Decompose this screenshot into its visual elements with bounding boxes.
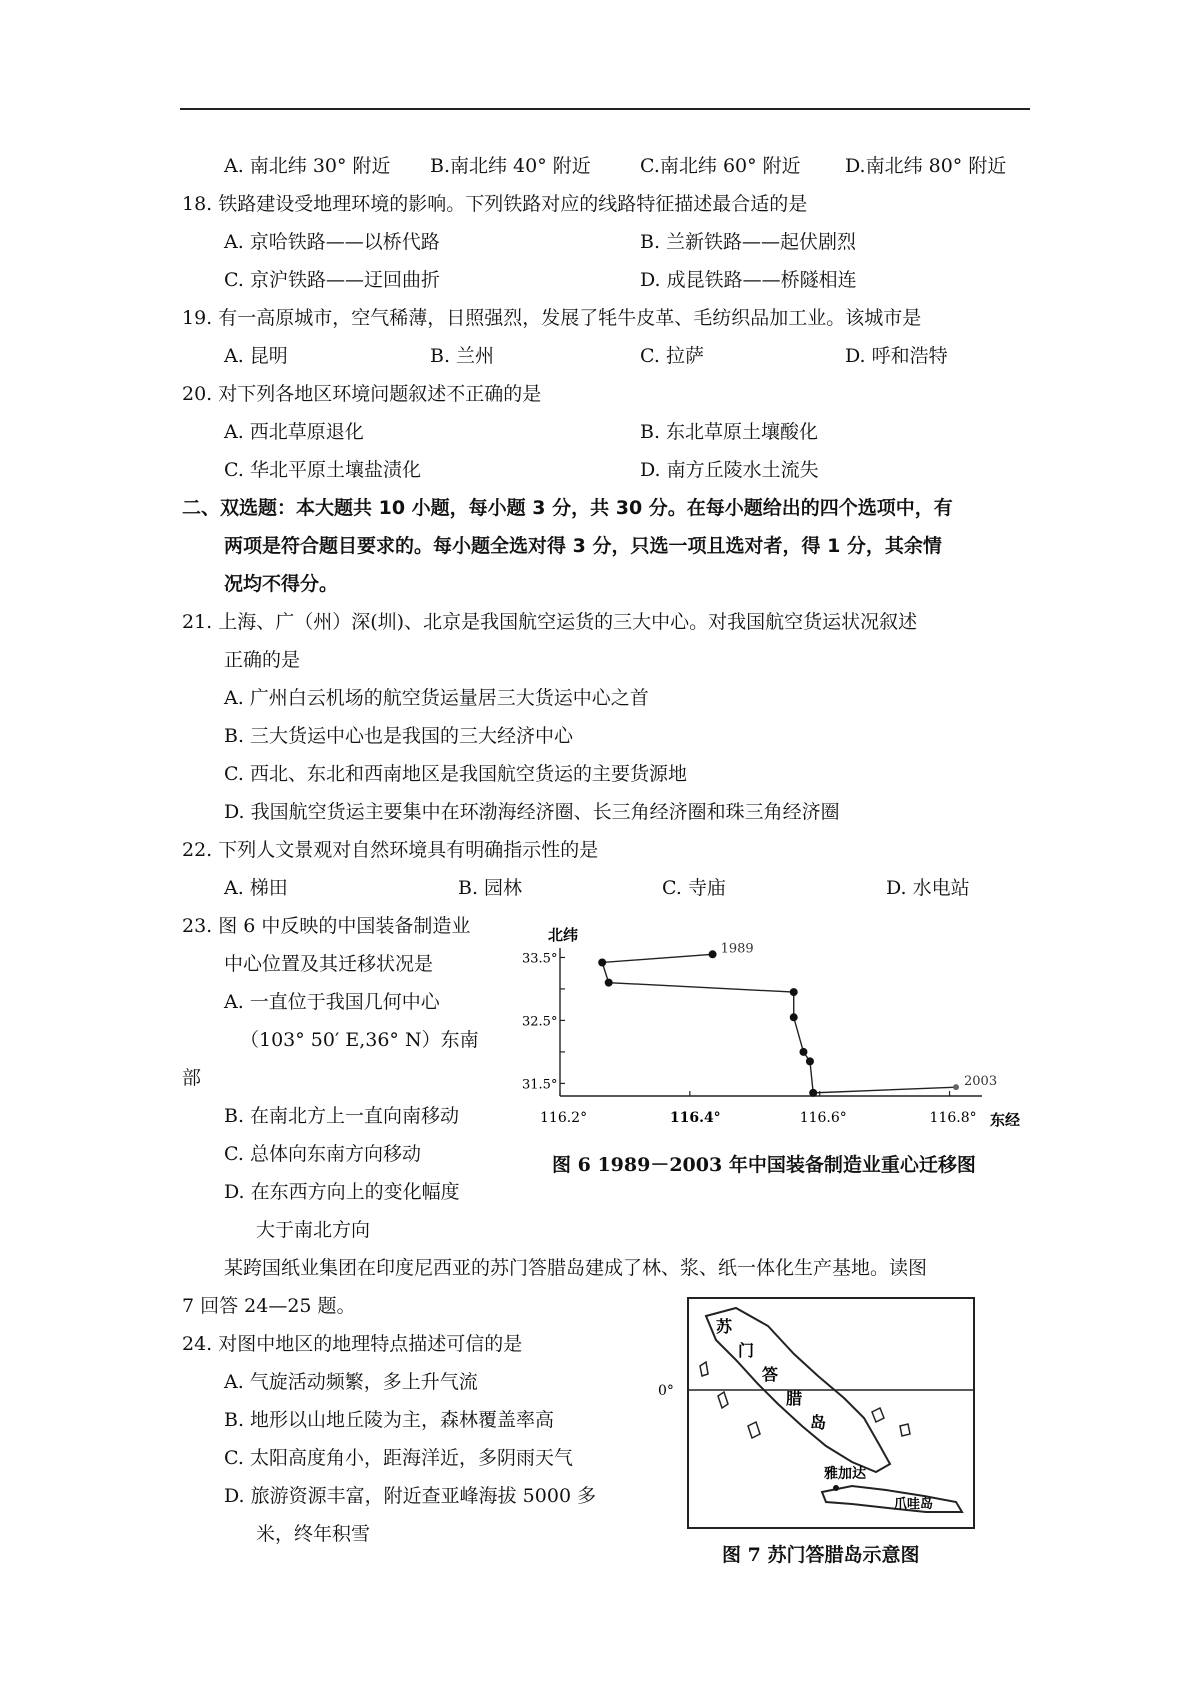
figure-7-caption: 图 7 苏门答腊岛示意图: [722, 1544, 920, 1566]
q23-option-c[interactable]: C. 总体向东南方向移动: [224, 1143, 421, 1165]
island-label-char: 答: [762, 1365, 779, 1384]
x-tick-label: 116.4°: [669, 1110, 721, 1126]
q22-option-d[interactable]: D. 水电站: [886, 877, 970, 899]
q24-option-a[interactable]: A. 气旋活动频繁，多上升气流: [224, 1371, 478, 1393]
data-point: [709, 950, 717, 958]
q23-option-a-line1[interactable]: A. 一直位于我国几何中心: [224, 991, 440, 1013]
data-point: [799, 1048, 807, 1056]
q22-option-b[interactable]: B. 园林: [458, 877, 523, 899]
q21-option-b[interactable]: B. 三大货运中心也是我国的三大经济中心: [224, 725, 574, 747]
q18-option-a[interactable]: A. 京哈铁路——以桥代路: [224, 231, 440, 253]
q17-option-c[interactable]: C.南北纬 60° 附近: [640, 155, 801, 177]
q19-stem: 19. 有一高原城市，空气稀薄，日照强烈，发展了牦牛皮革、毛纺织品加工业。该城市是: [182, 307, 922, 329]
q23-option-a-line2[interactable]: （103° 50′ E,36° N）东南: [240, 1029, 479, 1051]
q22-stem: 22. 下列人文景观对自然环境具有明确指示性的是: [182, 839, 599, 861]
figure-6-chart: [520, 918, 1030, 1128]
data-point: [806, 1057, 814, 1065]
y-tick-label: 31.5°: [522, 1077, 558, 1093]
equator-label: 0°: [658, 1383, 674, 1399]
data-point: [790, 988, 798, 996]
q17-option-a[interactable]: A. 南北纬 30° 附近: [224, 155, 391, 177]
x-tick-label: 116.6°: [799, 1110, 847, 1126]
q20-option-a[interactable]: A. 西北草原退化: [224, 421, 364, 443]
island-label-char: 门: [738, 1341, 755, 1360]
jakarta-marker: [833, 1485, 839, 1491]
data-point: [809, 1089, 817, 1097]
jakarta-label: 雅加达: [824, 1466, 866, 1482]
island-label-char: 苏: [716, 1317, 733, 1336]
q19-option-c[interactable]: C. 拉萨: [640, 345, 704, 367]
q17-option-b[interactable]: B.南北纬 40° 附近: [430, 155, 591, 177]
data-point: [605, 979, 613, 987]
x-tick-label: 116.2°: [540, 1110, 588, 1126]
q18-option-d[interactable]: D. 成昆铁路——桥隧相连: [640, 269, 857, 291]
q19-option-d[interactable]: D. 呼和浩特: [845, 345, 948, 367]
island-label-char: 腊: [786, 1389, 803, 1408]
data-point: [953, 1084, 959, 1090]
header-rule: [180, 108, 1030, 110]
q20-option-b[interactable]: B. 东北草原土壤酸化: [640, 421, 819, 443]
y-tick-label: 33.5°: [522, 951, 558, 967]
q18-stem: 18. 铁路建设受地理环境的影响。下列铁路对应的线路特征描述最合适的是: [182, 193, 808, 215]
q20-option-c[interactable]: C. 华北平原土壤盐渍化: [224, 459, 421, 481]
q24-stem: 24. 对图中地区的地理特点描述可信的是: [182, 1333, 523, 1355]
q21-option-c[interactable]: C. 西北、东北和西南地区是我国航空货运的主要货源地: [224, 763, 687, 785]
data-point: [790, 1013, 798, 1021]
q23-option-b[interactable]: B. 在南北方上一直向南移动: [224, 1105, 460, 1127]
figure-7-map: [658, 1296, 980, 1532]
x-axis-label: 东经: [990, 1111, 1021, 1129]
q21-stem-line2: 正确的是: [224, 649, 301, 671]
q21-stem-line1: 21. 上海、广（州）深(圳)、北京是我国航空运货的三大中心。对我国航空货运状况叙述: [182, 611, 918, 633]
small-island: [900, 1424, 910, 1436]
q22-option-c[interactable]: C. 寺庙: [662, 877, 726, 899]
q23-stem-line2: 中心位置及其迁移状况是: [224, 953, 434, 975]
q17-option-d[interactable]: D.南北纬 80° 附近: [845, 155, 1007, 177]
section2-heading-line2: 两项是符合题目要求的。每小题全选对得 3 分，只选一项且选对者，得 1 分，其余情: [224, 535, 942, 557]
q19-option-a[interactable]: A. 昆明: [224, 345, 288, 367]
section2-heading-line3: 况均不得分。: [224, 573, 339, 595]
q24-option-d-line2[interactable]: 米，终年积雪: [256, 1523, 371, 1545]
q23-option-d-line2[interactable]: 大于南北方向: [256, 1219, 371, 1241]
q21-option-d[interactable]: D. 我国航空货运主要集中在环渤海经济圈、长三角经济圈和珠三角经济圈: [224, 801, 840, 823]
q20-stem: 20. 对下列各地区环境问题叙述不正确的是: [182, 383, 542, 405]
data-point: [598, 958, 606, 966]
q20-option-d[interactable]: D. 南方丘陵水土流失: [640, 459, 819, 481]
y-tick-label: 32.5°: [522, 1014, 558, 1030]
q23-stem-line1: 23. 图 6 中反映的中国装备制造业: [182, 915, 471, 937]
q19-option-b[interactable]: B. 兰州: [430, 345, 495, 367]
passage-line1: 某跨国纸业集团在印度尼西亚的苏门答腊岛建成了林、浆、纸一体化生产基地。读图: [224, 1257, 928, 1279]
q24-option-c[interactable]: C. 太阳高度角小，距海洋近，多阴雨天气: [224, 1447, 573, 1469]
q22-option-a[interactable]: A. 梯田: [224, 877, 288, 899]
y-axis-label: 北纬: [548, 926, 579, 944]
q21-option-a[interactable]: A. 广州白云机场的航空货运量居三大货运中心之首: [224, 687, 649, 709]
series-line: [602, 954, 956, 1093]
island-label-char: 岛: [810, 1413, 827, 1432]
q24-option-d-line1[interactable]: D. 旅游资源丰富，附近查亚峰海拔 5000 多: [224, 1485, 597, 1507]
q24-option-b[interactable]: B. 地形以山地丘陵为主，森林覆盖率高: [224, 1409, 555, 1431]
q18-option-c[interactable]: C. 京沪铁路——迂回曲折: [224, 269, 440, 291]
point-annotation: 1989: [720, 941, 754, 957]
figure-6-caption: 图 6 1989－2003 年中国装备制造业重心迁移图: [552, 1154, 976, 1176]
q18-option-b[interactable]: B. 兰新铁路——起伏剧烈: [640, 231, 857, 253]
point-annotation: 2003: [964, 1074, 998, 1090]
passage-line2: 7 回答 24—25 题。: [182, 1295, 356, 1317]
java-label: 爪哇岛: [894, 1497, 934, 1512]
x-tick-label: 116.8°: [929, 1110, 977, 1126]
q23-option-d-line1[interactable]: D. 在东西方向上的变化幅度: [224, 1181, 460, 1203]
section2-heading-line1: 二、双选题：本大题共 10 小题，每小题 3 分，共 30 分。在每小题给出的四个选项中，有: [182, 497, 953, 519]
q23-option-a-line3[interactable]: 部: [182, 1067, 202, 1089]
